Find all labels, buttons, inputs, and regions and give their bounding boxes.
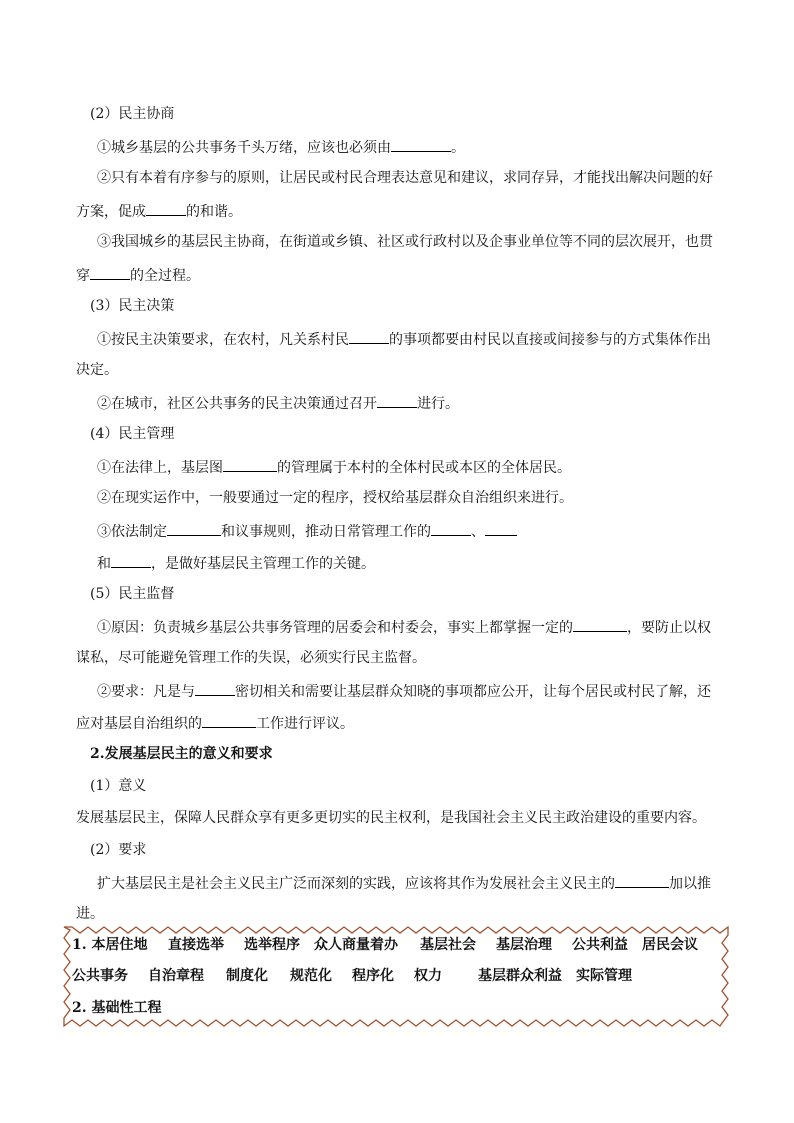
subheading-requirements: (2）要求 — [90, 842, 147, 858]
text-span: ③依法制定 — [97, 524, 167, 540]
paragraph — [97, 616, 711, 638]
section-heading-democratic-consultation: (2）民主协商 — [90, 106, 175, 122]
answer-item: 实际管理 — [576, 968, 632, 984]
answer-item: 基层社会 — [420, 937, 476, 953]
text-span: 加以推 — [669, 876, 711, 892]
answer-item: 众人商量着办 — [314, 937, 398, 953]
fill-blank — [377, 392, 417, 408]
text-span: ①在法律上，基层图 — [97, 460, 223, 476]
text-span: 穿 — [76, 268, 90, 284]
section-heading-democratic-management: (4）民主管理 — [90, 426, 175, 442]
paragraph — [76, 712, 354, 734]
answer-item: 2. 基础性工程 — [72, 1000, 162, 1016]
paragraph — [76, 264, 200, 286]
text-span: 和 — [97, 556, 111, 572]
text-span: 方案，促成 — [76, 204, 146, 220]
text-span: 密切相关和需要让基层群众知晓的事项都应公开，让每个居民或村民了解，还 — [235, 684, 711, 700]
subheading-significance: (1）意义 — [90, 778, 147, 794]
answer-item: 公共利益 — [572, 937, 628, 953]
answer-item: 直接选举 — [168, 937, 224, 953]
fill-blank — [431, 520, 471, 536]
fill-blank — [195, 680, 235, 696]
section-heading-democratic-supervision: (5）民主监督 — [90, 586, 175, 602]
answer-item: 自治章程 — [148, 968, 204, 984]
text-span: 扩大基层民主是社会主义民主广泛而深刻的实践，应该将其作为发展社会主义民主的 — [97, 876, 615, 892]
paragraph — [97, 136, 465, 158]
paragraph: ②只有本着有序参与的原则，让居民或村民合理表达意见和建议，求同存异，才能找出解决问题的好 — [97, 170, 713, 186]
text-span: ①按民主决策要求，在农村，凡关系村民 — [97, 332, 349, 348]
text-span: 。 — [451, 140, 465, 156]
text-span: 的全过程。 — [130, 268, 200, 284]
answer-key-box — [60, 923, 732, 1030]
text-span: 应对基层自治组织的 — [76, 716, 202, 732]
paragraph — [97, 456, 571, 478]
paragraph — [97, 520, 517, 542]
paragraph — [97, 552, 375, 574]
section-heading-democratic-decision: (3）民主决策 — [90, 298, 175, 314]
answer-item: 权力 — [414, 968, 442, 984]
answer-item: 基层治理 — [496, 937, 552, 953]
fill-blank — [485, 520, 517, 536]
fill-blank — [146, 200, 186, 216]
text-span: ②在城市，社区公共事务的民主决策通过召开 — [97, 396, 377, 412]
fill-blank — [573, 616, 627, 632]
text-span: 、 — [471, 524, 485, 540]
text-span: ①城乡基层的公共事务千头万绪，应该也必须由 — [97, 140, 391, 156]
text-span: 的和谐。 — [186, 204, 242, 220]
paragraph — [76, 200, 242, 222]
fill-blank — [391, 136, 451, 152]
text-span: 和议事规则，推动日常管理工作的 — [221, 524, 431, 540]
fill-blank — [111, 552, 151, 568]
fill-blank — [167, 520, 221, 536]
text-span: 的事项都要由村民以直接或间接参与的方式集体作出 — [389, 332, 711, 348]
answer-item: 1. 本居住地 — [72, 937, 148, 953]
answer-item: 规范化 — [290, 968, 332, 984]
fill-blank — [90, 264, 130, 280]
paragraph: 进。 — [76, 906, 104, 922]
text-span: 工作进行评议。 — [256, 716, 354, 732]
answer-item: 居民会议 — [642, 937, 698, 953]
answer-item: 选举程序 — [244, 937, 300, 953]
fill-blank — [349, 328, 389, 344]
paragraph: ③我国城乡的基层民主协商，在街道或乡镇、社区或行政村以及企事业单位等不同的层次展开，也贯 — [97, 234, 713, 250]
paragraph: 发展基层民主，保障人民群众享有更多更切实的民主权利，是我国社会主义民主政治建设的重要内容。 — [76, 810, 706, 826]
text-span: 进行。 — [417, 396, 459, 412]
answer-item: 制度化 — [226, 968, 268, 984]
paragraph: 决定。 — [76, 362, 118, 378]
answer-item: 公共事务 — [72, 968, 128, 984]
paragraph — [97, 872, 711, 894]
paragraph: 谋私，尽可能避免管理工作的失误，必须实行民主监督。 — [76, 650, 426, 666]
answer-item: 基层群众利益 — [478, 968, 562, 984]
text-span: 的管理属于本村的全体村民或本区的全体居民。 — [277, 460, 571, 476]
paragraph — [97, 680, 711, 702]
text-span: ，要防止以权 — [627, 620, 711, 636]
fill-blank — [615, 872, 669, 888]
fill-blank — [202, 712, 256, 728]
text-span: ①原因：负责城乡基层公共事务管理的居委会和村委会，事实上都掌握一定的 — [97, 620, 573, 636]
answer-item: 程序化 — [352, 968, 394, 984]
paragraph: ②在现实运作中，一般要通过一定的程序，授权给基层群众自治组织来进行。 — [97, 490, 573, 506]
fill-blank — [223, 456, 277, 472]
heading-significance-and-requirements: 2.发展基层民主的意义和要求 — [90, 746, 273, 762]
text-span: ②要求：凡是与 — [97, 684, 195, 700]
paragraph — [97, 392, 459, 414]
text-span: ，是做好基层民主管理工作的关键。 — [151, 556, 375, 572]
paragraph — [97, 328, 711, 350]
